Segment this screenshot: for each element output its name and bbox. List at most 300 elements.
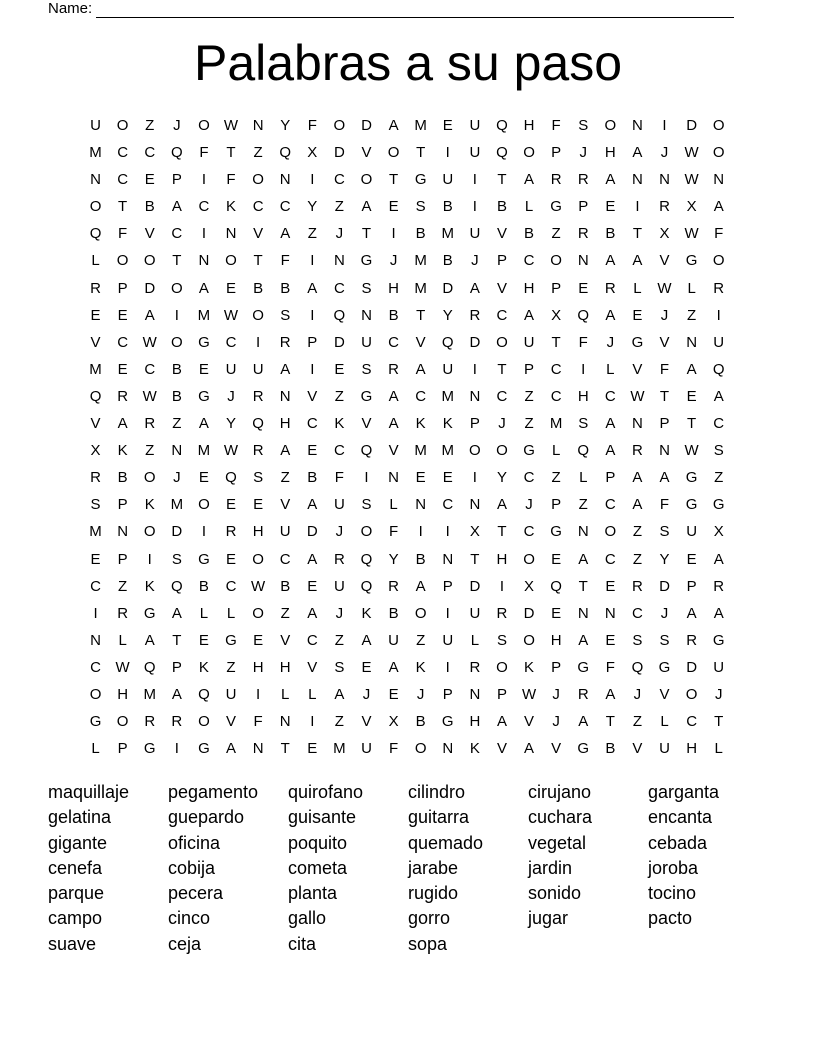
grid-cell[interactable]: L — [389, 496, 398, 514]
grid-cell[interactable]: X — [524, 577, 535, 595]
grid-cell[interactable]: Q — [712, 360, 725, 378]
grid-cell[interactable]: E — [686, 387, 697, 405]
grid-cell[interactable]: Y — [388, 550, 399, 568]
grid-cell[interactable]: P — [496, 252, 507, 270]
grid-cell[interactable]: S — [659, 631, 670, 649]
grid-cell[interactable]: R — [90, 469, 101, 487]
grid-cell[interactable]: S — [361, 496, 372, 514]
grid-cell[interactable]: U — [90, 117, 101, 134]
grid-cell[interactable]: H — [577, 387, 589, 405]
grid-cell[interactable]: U — [442, 360, 454, 378]
grid-cell[interactable]: R — [659, 198, 670, 216]
grid-cell[interactable]: J — [362, 685, 371, 703]
grid-cell[interactable]: C — [523, 252, 535, 270]
name-blank-line[interactable] — [96, 2, 734, 18]
grid-cell[interactable]: C — [333, 279, 345, 297]
grid-cell[interactable]: O — [89, 198, 102, 216]
grid-cell[interactable]: O — [496, 658, 508, 676]
grid-cell[interactable]: E — [117, 306, 128, 324]
grid-cell[interactable]: S — [361, 360, 372, 378]
grid-cell[interactable]: A — [605, 171, 616, 189]
grid-cell[interactable]: N — [632, 171, 643, 189]
grid-cell[interactable]: V — [90, 415, 101, 433]
grid-cell[interactable]: F — [659, 360, 670, 378]
grid-cell[interactable]: T — [714, 713, 724, 731]
grid-cell[interactable]: O — [523, 631, 535, 649]
grid-cell[interactable]: M — [170, 496, 184, 514]
grid-cell[interactable]: R — [604, 279, 616, 297]
grid-cell[interactable]: C — [604, 550, 616, 568]
grid-cell[interactable]: C — [225, 577, 237, 595]
grid-cell[interactable]: A — [632, 144, 643, 162]
grid-cell[interactable]: F — [659, 496, 670, 514]
grid-cell[interactable]: H — [388, 279, 399, 297]
grid-cell[interactable]: R — [469, 306, 481, 324]
grid-cell[interactable]: I — [662, 117, 667, 134]
grid-cell[interactable]: R — [550, 171, 562, 189]
grid-cell[interactable]: M — [441, 387, 455, 405]
grid-cell[interactable]: G — [441, 713, 454, 731]
grid-cell[interactable]: P — [117, 740, 128, 758]
grid-cell[interactable]: J — [335, 225, 344, 243]
grid-cell[interactable]: N — [361, 306, 372, 324]
grid-cell[interactable]: C — [252, 198, 264, 216]
grid-cell[interactable]: R — [632, 577, 643, 595]
grid-cell[interactable]: E — [198, 360, 209, 378]
grid-cell[interactable]: W — [142, 333, 157, 351]
grid-cell[interactable]: O — [523, 144, 535, 162]
grid-cell[interactable]: L — [524, 198, 534, 216]
grid-cell[interactable]: W — [684, 442, 699, 460]
grid-cell[interactable]: G — [198, 550, 210, 568]
grid-cell[interactable]: H — [252, 523, 264, 541]
grid-cell[interactable]: A — [171, 198, 182, 216]
grid-cell[interactable]: T — [226, 144, 236, 162]
grid-cell[interactable]: D — [333, 333, 345, 351]
grid-cell[interactable]: V — [524, 713, 535, 731]
grid-cell[interactable]: C — [117, 144, 129, 162]
grid-cell[interactable]: L — [91, 740, 100, 758]
grid-cell[interactable]: K — [469, 740, 480, 758]
grid-cell[interactable]: W — [684, 225, 699, 243]
grid-cell[interactable]: T — [361, 225, 372, 243]
grid-cell[interactable]: I — [581, 360, 586, 378]
grid-cell[interactable]: P — [442, 577, 453, 595]
grid-cell[interactable]: Q — [225, 469, 237, 487]
grid-cell[interactable]: I — [716, 306, 721, 324]
grid-cell[interactable]: L — [551, 442, 561, 460]
grid-cell[interactable]: W — [630, 387, 645, 405]
grid-cell[interactable]: A — [171, 685, 182, 703]
grid-cell[interactable]: Y — [659, 550, 670, 568]
grid-cell[interactable]: V — [659, 252, 670, 270]
grid-cell[interactable]: Q — [143, 658, 156, 676]
grid-cell[interactable]: W — [115, 658, 130, 676]
grid-cell[interactable]: H — [523, 279, 535, 297]
grid-cell[interactable]: S — [713, 442, 724, 460]
grid-cell[interactable]: V — [280, 496, 291, 514]
grid-cell[interactable]: V — [361, 415, 372, 433]
grid-cell[interactable]: R — [388, 577, 399, 595]
grid-cell[interactable]: M — [89, 523, 102, 541]
grid-cell[interactable]: B — [307, 469, 318, 487]
grid-cell[interactable]: R — [117, 387, 129, 405]
grid-cell[interactable]: I — [472, 198, 477, 216]
grid-cell[interactable]: F — [605, 658, 615, 676]
grid-cell[interactable]: Z — [578, 496, 588, 514]
grid-cell[interactable]: A — [578, 713, 589, 731]
grid-cell[interactable]: Z — [334, 198, 344, 216]
grid-cell[interactable]: L — [687, 279, 696, 297]
grid-cell[interactable]: A — [632, 252, 643, 270]
grid-cell[interactable]: R — [333, 550, 345, 568]
grid-cell[interactable]: O — [523, 550, 535, 568]
grid-cell[interactable]: S — [578, 415, 589, 433]
grid-cell[interactable]: D — [306, 523, 318, 541]
grid-cell[interactable]: C — [144, 360, 156, 378]
grid-cell[interactable]: U — [361, 333, 372, 351]
grid-cell[interactable]: G — [712, 631, 725, 649]
grid-cell[interactable]: A — [144, 306, 155, 324]
grid-cell[interactable]: Q — [577, 442, 590, 460]
grid-cell[interactable]: C — [550, 387, 562, 405]
grid-cell[interactable]: R — [90, 279, 101, 297]
grid-cell[interactable]: X — [388, 713, 399, 731]
grid-cell[interactable]: C — [496, 306, 508, 324]
grid-cell[interactable]: A — [496, 496, 507, 514]
grid-cell[interactable]: A — [659, 469, 670, 487]
grid-cell[interactable]: L — [226, 604, 236, 622]
grid-cell[interactable]: I — [256, 685, 261, 703]
grid-cell[interactable]: V — [280, 631, 291, 649]
grid-cell[interactable]: L — [308, 685, 317, 703]
grid-cell[interactable]: O — [333, 117, 346, 134]
grid-cell[interactable]: E — [632, 306, 643, 324]
grid-cell[interactable]: M — [197, 442, 211, 460]
grid-cell[interactable]: G — [414, 171, 427, 189]
grid-cell[interactable]: M — [414, 252, 427, 270]
grid-cell[interactable]: N — [469, 387, 481, 405]
grid-cell[interactable]: L — [714, 740, 723, 758]
grid-cell[interactable]: D — [523, 604, 535, 622]
grid-cell[interactable]: T — [470, 550, 480, 568]
grid-cell[interactable]: O — [604, 117, 617, 134]
grid-cell[interactable]: V — [659, 685, 670, 703]
grid-cell[interactable]: A — [388, 658, 399, 676]
grid-cell[interactable]: T — [388, 171, 399, 189]
grid-cell[interactable]: J — [335, 523, 344, 541]
grid-cell[interactable]: Y — [496, 469, 507, 487]
grid-cell[interactable]: U — [686, 523, 698, 541]
grid-cell[interactable]: Z — [524, 415, 534, 433]
grid-cell[interactable]: N — [632, 415, 643, 433]
grid-cell[interactable]: E — [442, 469, 453, 487]
grid-cell[interactable]: U — [225, 360, 237, 378]
grid-cell[interactable]: S — [253, 469, 264, 487]
grid-cell[interactable]: C — [279, 198, 291, 216]
grid-cell[interactable]: H — [469, 713, 481, 731]
grid-cell[interactable]: T — [118, 198, 128, 216]
grid-cell[interactable]: V — [496, 740, 507, 758]
grid-cell[interactable]: G — [577, 658, 590, 676]
grid-cell[interactable]: B — [388, 306, 399, 324]
grid-cell[interactable]: A — [226, 740, 237, 758]
grid-cell[interactable]: J — [606, 333, 615, 351]
grid-cell[interactable]: R — [577, 225, 589, 243]
grid-cell[interactable]: H — [604, 144, 616, 162]
grid-cell[interactable]: U — [333, 577, 345, 595]
grid-cell[interactable]: A — [524, 306, 535, 324]
grid-cell[interactable]: Y — [442, 306, 453, 324]
grid-cell[interactable]: J — [416, 685, 425, 703]
grid-cell[interactable]: P — [686, 577, 697, 595]
grid-cell[interactable]: P — [117, 550, 128, 568]
grid-cell[interactable]: S — [659, 523, 670, 541]
grid-cell[interactable]: L — [660, 713, 669, 731]
grid-cell[interactable]: I — [310, 306, 315, 324]
grid-cell[interactable]: T — [632, 225, 642, 243]
grid-cell[interactable]: N — [252, 740, 264, 758]
grid-cell[interactable]: V — [388, 442, 399, 460]
grid-cell[interactable]: D — [171, 523, 183, 541]
grid-cell[interactable]: C — [604, 387, 616, 405]
grid-cell[interactable]: V — [361, 144, 372, 162]
grid-cell[interactable]: X — [469, 523, 480, 541]
grid-cell[interactable]: C — [632, 604, 643, 622]
grid-cell[interactable]: J — [335, 604, 344, 622]
grid-cell[interactable]: V — [144, 225, 155, 243]
grid-cell[interactable]: E — [307, 442, 318, 460]
grid-cell[interactable]: O — [252, 604, 264, 622]
grid-cell[interactable]: G — [89, 713, 102, 731]
grid-cell[interactable]: E — [605, 631, 616, 649]
grid-cell[interactable]: Z — [280, 469, 290, 487]
grid-cell[interactable]: G — [198, 333, 210, 351]
grid-cell[interactable]: V — [496, 225, 507, 243]
grid-cell[interactable]: J — [579, 144, 587, 162]
grid-cell[interactable]: I — [201, 171, 206, 189]
grid-cell[interactable]: G — [685, 469, 698, 487]
grid-cell[interactable]: C — [198, 198, 210, 216]
grid-cell[interactable]: Z — [714, 469, 724, 487]
grid-cell[interactable]: I — [418, 523, 423, 541]
grid-cell[interactable]: N — [442, 550, 454, 568]
grid-cell[interactable]: T — [172, 252, 182, 270]
grid-cell[interactable]: J — [660, 306, 669, 324]
grid-cell[interactable]: C — [171, 225, 183, 243]
grid-cell[interactable]: O — [496, 333, 508, 351]
grid-cell[interactable]: P — [659, 415, 670, 433]
grid-cell[interactable]: I — [364, 469, 369, 487]
grid-cell[interactable]: Z — [551, 469, 561, 487]
grid-cell[interactable]: U — [442, 631, 454, 649]
grid-cell[interactable]: W — [684, 144, 699, 162]
grid-cell[interactable]: K — [415, 415, 426, 433]
grid-cell[interactable]: A — [605, 252, 616, 270]
grid-cell[interactable]: K — [415, 658, 426, 676]
grid-cell[interactable]: G — [685, 496, 698, 514]
grid-cell[interactable]: I — [445, 658, 450, 676]
grid-cell[interactable]: G — [523, 442, 535, 460]
grid-cell[interactable]: G — [577, 740, 590, 758]
grid-cell[interactable]: N — [90, 631, 101, 649]
grid-cell[interactable]: I — [472, 360, 477, 378]
grid-cell[interactable]: U — [523, 333, 535, 351]
grid-cell[interactable]: Z — [253, 144, 263, 162]
grid-cell[interactable]: R — [144, 415, 156, 433]
grid-cell[interactable]: V — [415, 333, 426, 351]
grid-cell[interactable]: K — [524, 658, 535, 676]
grid-cell[interactable]: R — [469, 658, 481, 676]
grid-cell[interactable]: J — [660, 144, 669, 162]
grid-cell[interactable]: Q — [89, 387, 102, 405]
grid-cell[interactable]: P — [551, 279, 562, 297]
grid-cell[interactable]: R — [252, 442, 264, 460]
grid-cell[interactable]: H — [496, 550, 508, 568]
grid-cell[interactable]: R — [117, 604, 129, 622]
grid-cell[interactable]: U — [442, 171, 454, 189]
grid-cell[interactable]: A — [578, 550, 589, 568]
grid-cell[interactable]: A — [415, 360, 426, 378]
grid-cell[interactable]: M — [549, 415, 563, 433]
grid-cell[interactable]: N — [279, 171, 291, 189]
grid-cell[interactable]: W — [223, 442, 239, 460]
grid-cell[interactable]: U — [279, 523, 291, 541]
grid-cell[interactable]: E — [253, 496, 264, 514]
grid-cell[interactable]: X — [659, 225, 670, 243]
grid-cell[interactable]: C — [333, 171, 345, 189]
grid-cell[interactable]: E — [198, 631, 209, 649]
grid-cell[interactable]: W — [657, 279, 672, 297]
grid-cell[interactable]: L — [633, 279, 642, 297]
grid-cell[interactable]: I — [256, 333, 261, 351]
grid-cell[interactable]: A — [307, 279, 318, 297]
grid-cell[interactable]: O — [116, 713, 129, 731]
grid-cell[interactable]: O — [496, 442, 508, 460]
grid-cell[interactable]: N — [225, 225, 237, 243]
grid-cell[interactable]: C — [604, 496, 616, 514]
grid-cell[interactable]: T — [416, 144, 426, 162]
grid-cell[interactable]: B — [415, 713, 426, 731]
grid-cell[interactable]: D — [469, 333, 481, 351]
grid-cell[interactable]: K — [198, 658, 209, 676]
grid-cell[interactable]: D — [469, 577, 481, 595]
grid-cell[interactable]: U — [252, 360, 264, 378]
grid-cell[interactable]: L — [91, 252, 100, 270]
grid-cell[interactable]: F — [280, 252, 290, 270]
grid-cell[interactable]: G — [631, 333, 644, 351]
grid-cell[interactable]: F — [226, 171, 236, 189]
grid-cell[interactable]: O — [198, 496, 210, 514]
grid-cell[interactable]: O — [712, 117, 725, 134]
grid-cell[interactable]: D — [659, 577, 670, 595]
grid-cell[interactable]: O — [712, 252, 725, 270]
grid-cell[interactable]: A — [686, 604, 697, 622]
grid-cell[interactable]: O — [89, 685, 102, 703]
grid-cell[interactable]: I — [445, 604, 450, 622]
grid-cell[interactable]: A — [686, 360, 697, 378]
grid-cell[interactable]: G — [143, 740, 156, 758]
grid-cell[interactable]: D — [361, 117, 372, 134]
grid-cell[interactable]: L — [281, 685, 290, 703]
grid-cell[interactable]: R — [171, 713, 183, 731]
grid-cell[interactable]: N — [415, 496, 427, 514]
grid-cell[interactable]: V — [632, 360, 643, 378]
grid-cell[interactable]: E — [388, 685, 399, 703]
grid-cell[interactable]: Q — [170, 144, 183, 162]
grid-cell[interactable]: X — [686, 198, 697, 216]
grid-cell[interactable]: J — [660, 604, 669, 622]
grid-cell[interactable]: E — [307, 740, 318, 758]
grid-cell[interactable]: N — [252, 117, 264, 134]
grid-cell[interactable]: I — [445, 523, 450, 541]
grid-cell[interactable]: S — [90, 496, 101, 514]
grid-cell[interactable]: F — [253, 713, 263, 731]
grid-cell[interactable]: A — [198, 279, 209, 297]
grid-cell[interactable]: P — [578, 198, 589, 216]
grid-cell[interactable]: C — [550, 360, 562, 378]
grid-cell[interactable]: C — [523, 523, 535, 541]
grid-cell[interactable]: Y — [280, 117, 291, 134]
grid-cell[interactable]: M — [89, 144, 102, 162]
grid-cell[interactable]: R — [252, 387, 264, 405]
grid-cell[interactable]: G — [360, 387, 373, 405]
grid-cell[interactable]: O — [469, 442, 481, 460]
grid-cell[interactable]: G — [143, 604, 156, 622]
grid-cell[interactable]: O — [387, 144, 400, 162]
grid-cell[interactable]: U — [388, 631, 399, 649]
grid-cell[interactable]: T — [659, 387, 670, 405]
grid-cell[interactable]: N — [659, 171, 670, 189]
grid-cell[interactable]: E — [253, 631, 264, 649]
grid-cell[interactable]: I — [445, 144, 450, 162]
grid-cell[interactable]: Z — [632, 550, 642, 568]
grid-cell[interactable]: K — [442, 415, 453, 433]
grid-cell[interactable]: O — [198, 117, 210, 134]
grid-cell[interactable]: J — [525, 496, 533, 514]
grid-cell[interactable]: F — [334, 469, 344, 487]
grid-cell[interactable]: V — [551, 740, 562, 758]
grid-cell[interactable]: C — [333, 442, 345, 460]
grid-cell[interactable]: A — [388, 117, 399, 134]
grid-cell[interactable]: A — [171, 604, 182, 622]
grid-cell[interactable]: N — [632, 117, 643, 134]
grid-cell[interactable]: H — [523, 117, 535, 134]
grid-cell[interactable]: E — [226, 550, 237, 568]
grid-cell[interactable]: U — [469, 117, 481, 134]
grid-cell[interactable]: H — [550, 631, 562, 649]
grid-cell[interactable]: L — [470, 631, 480, 649]
grid-cell[interactable]: Q — [170, 577, 183, 595]
grid-cell[interactable]: O — [252, 550, 264, 568]
grid-cell[interactable]: A — [632, 469, 643, 487]
grid-cell[interactable]: Z — [334, 713, 344, 731]
grid-cell[interactable]: R — [144, 713, 156, 731]
grid-cell[interactable]: A — [117, 415, 128, 433]
grid-cell[interactable]: G — [550, 523, 562, 541]
grid-cell[interactable]: F — [388, 740, 399, 758]
grid-cell[interactable]: Z — [118, 577, 128, 595]
grid-cell[interactable]: E — [551, 550, 562, 568]
grid-cell[interactable]: Z — [416, 631, 426, 649]
grid-cell[interactable]: J — [389, 252, 398, 270]
grid-cell[interactable]: R — [686, 631, 698, 649]
grid-cell[interactable]: N — [333, 252, 345, 270]
grid-cell[interactable]: I — [174, 740, 179, 758]
grid-cell[interactable]: P — [117, 279, 128, 297]
grid-cell[interactable]: F — [714, 225, 724, 243]
grid-cell[interactable]: Q — [333, 306, 346, 324]
